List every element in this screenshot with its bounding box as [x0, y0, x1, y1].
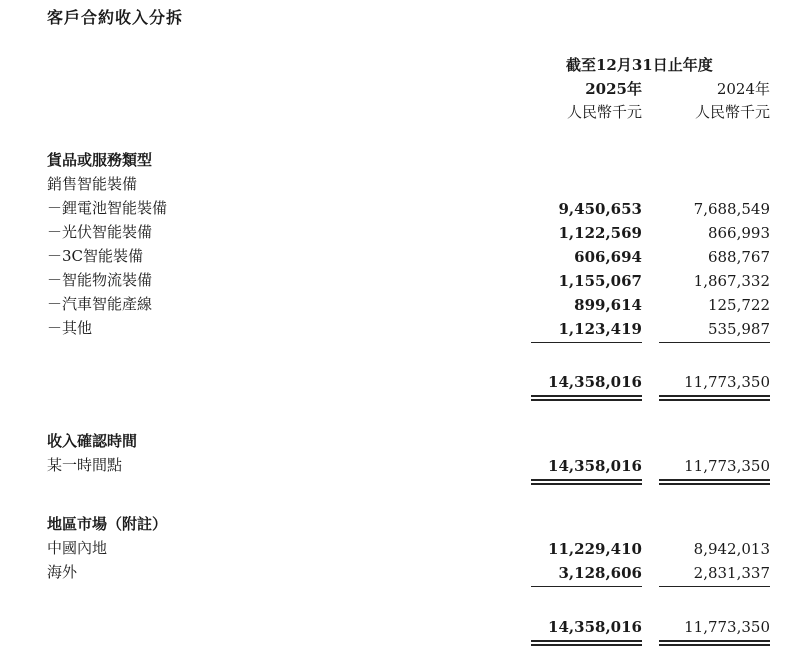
row-label: －光伏智能裝備 [47, 223, 153, 241]
total-2025: 14,358,016 [548, 373, 642, 391]
value-2025: 899,614 [574, 296, 642, 314]
double-underline [531, 395, 642, 401]
value-2024: 125,722 [707, 296, 770, 314]
value-2024: 7,688,549 [693, 200, 770, 218]
table-title: 客戶合約收入分拆 [47, 8, 184, 27]
unit-current-header: 人民幣千元 [566, 103, 642, 121]
double-underline [531, 640, 642, 646]
year-prior-header: 2024年 [716, 80, 770, 98]
total-2024: 11,773,350 [684, 373, 770, 391]
subtotal-rule [659, 342, 770, 343]
value-2024: 1,867,332 [693, 272, 770, 290]
subheading-sales-equipment: 銷售智能裝備 [47, 175, 138, 193]
value-2025: 1,155,067 [558, 272, 642, 290]
value-2024: 11,773,350 [684, 457, 770, 475]
value-2024: 866,993 [707, 224, 770, 242]
value-2025: 1,122,569 [558, 224, 642, 242]
section-heading-timing: 收入確認時間 [47, 432, 138, 450]
double-underline [659, 395, 770, 401]
value-2025: 14,358,016 [548, 457, 642, 475]
value-2024: 688,767 [707, 248, 770, 266]
double-underline [659, 640, 770, 646]
value-2025: 3,128,606 [558, 564, 642, 582]
row-label: －智能物流裝備 [47, 271, 153, 289]
value-2025: 9,450,653 [558, 200, 642, 218]
row-label: 海外 [47, 563, 78, 581]
value-2025: 1,123,419 [558, 320, 642, 338]
row-label: －鋰電池智能裝備 [47, 199, 168, 217]
subtotal-rule [531, 586, 642, 587]
row-label: 中國內地 [47, 539, 108, 557]
value-2024: 535,987 [707, 320, 770, 338]
row-label: －汽車智能產線 [47, 295, 153, 313]
row-label: －3C智能裝備 [47, 247, 144, 265]
double-underline [531, 479, 642, 485]
value-2025: 11,229,410 [548, 540, 642, 558]
double-underline [659, 479, 770, 485]
row-label: 某一時間點 [47, 456, 123, 474]
period-header: 截至12月31日止年度 [566, 56, 713, 74]
total-2024: 11,773,350 [684, 618, 770, 636]
value-2024: 8,942,013 [693, 540, 770, 558]
section-heading-goods: 貨品或服務類型 [47, 151, 153, 169]
subtotal-rule [531, 342, 642, 343]
subtotal-rule [659, 586, 770, 587]
year-current-header: 2025年 [585, 80, 642, 98]
unit-prior-header: 人民幣千元 [694, 103, 770, 121]
value-2025: 606,694 [574, 248, 642, 266]
section-heading-geo: 地區市場（附註） [47, 515, 168, 533]
row-label: －其他 [47, 319, 93, 337]
value-2024: 2,831,337 [693, 564, 770, 582]
total-2025: 14,358,016 [548, 618, 642, 636]
